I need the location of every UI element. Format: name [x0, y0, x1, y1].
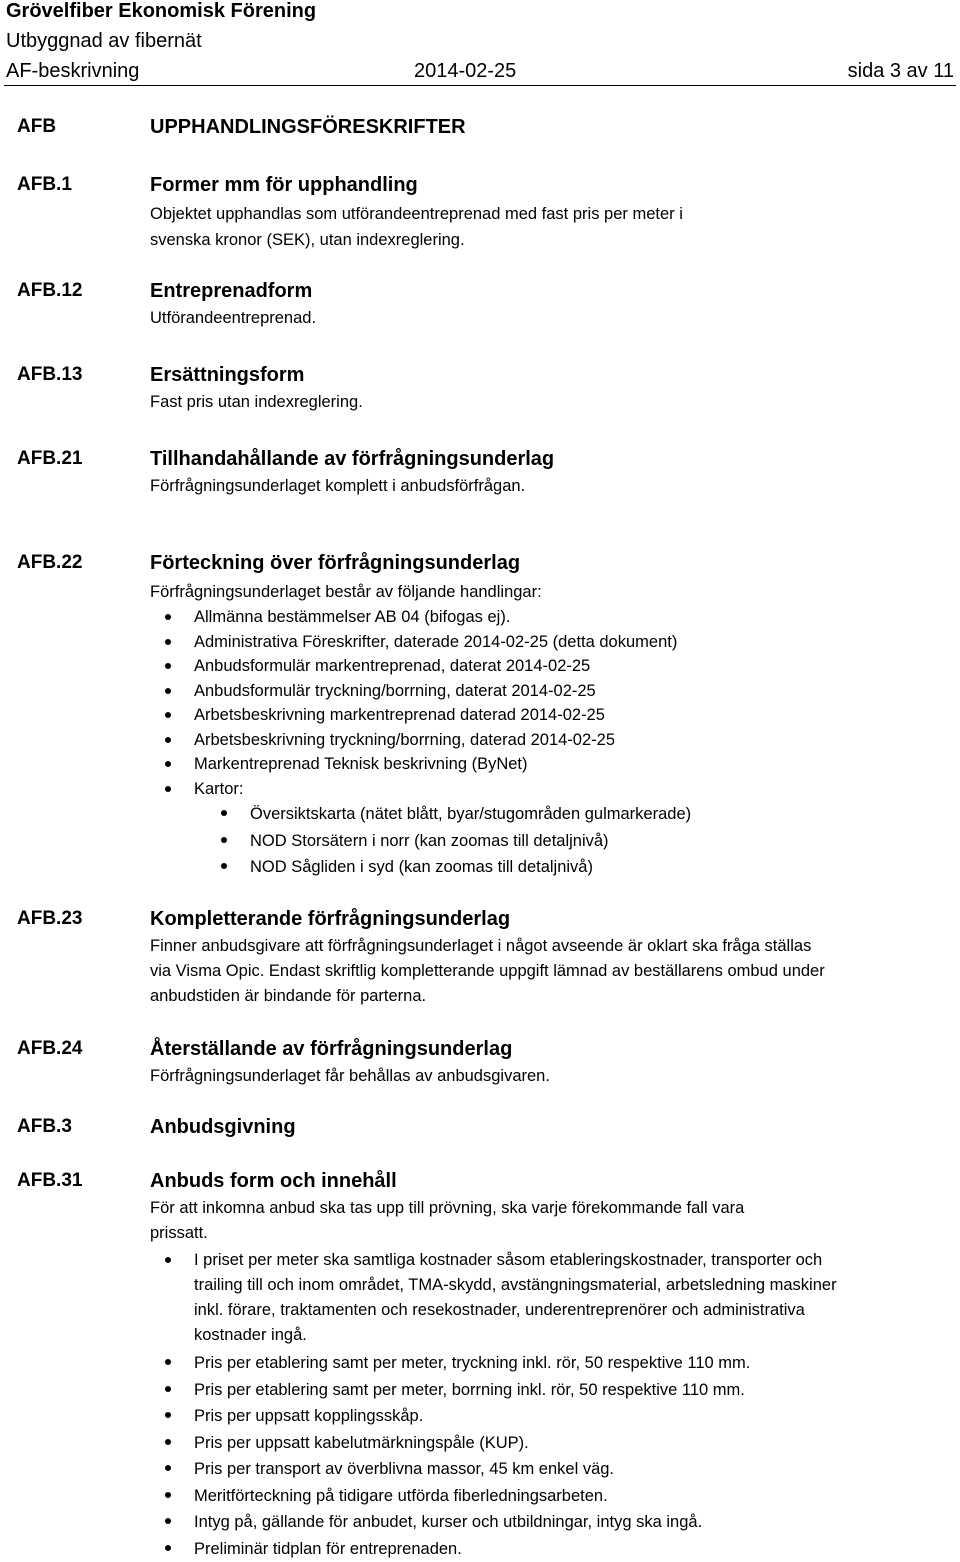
list-item: Pris per uppsatt kabelutmärkningspåle (KUP).	[150, 1430, 854, 1457]
section-code-afb23: AFB.23	[17, 908, 82, 930]
section-code-afb3: AFB.3	[17, 1116, 72, 1138]
header-project: Utbyggnad av fibernät	[6, 30, 202, 52]
section-heading-afb: UPPHANDLINGSFÖRESKRIFTER	[150, 116, 466, 138]
header-org: Grövelfiber Ekonomisk Förening	[6, 0, 316, 22]
list-item: Anbudsformulär markentreprenad, daterat 2014-02-25	[150, 654, 677, 679]
header-rule	[4, 85, 956, 86]
section-code-afb22: AFB.22	[17, 552, 82, 574]
list-item: Intyg på, gällande för anbudet, kurser och utbildningar, intyg ska ingå.	[150, 1509, 854, 1536]
document-list	[150, 605, 677, 801]
section-heading-afb22: Förteckning över förfrågningsunderlag	[150, 552, 520, 574]
section-heading-afb23: Kompletterande förfrågningsunderlag	[150, 908, 510, 930]
list-item: Administrativa Föreskrifter, daterade 2014-02-25 (detta dokument)	[150, 630, 677, 655]
section-heading-afb3: Anbudsgivning	[150, 1116, 296, 1138]
header-doc: AF-beskrivning	[6, 60, 139, 82]
section-heading-afb24: Återställande av förfrågningsunderlag	[150, 1038, 512, 1060]
list-item: Pris per etablering samt per meter, tryckning inkl. rör, 50 respektive 110 mm.	[150, 1350, 854, 1377]
list-item: NOD Storsätern i norr (kan zoomas till detaljnivå)	[221, 828, 691, 855]
list-item: Meritförteckning på tidigare utförda fiberledningsarbeten.	[150, 1483, 854, 1510]
list-item: Kartor:	[150, 777, 677, 802]
section-code-afb21: AFB.21	[17, 448, 82, 470]
list-item: Markentreprenad Teknisk beskrivning (ByNet)	[150, 752, 677, 777]
list-item: Arbetsbeskrivning tryckning/borrning, daterad 2014-02-25	[150, 728, 677, 753]
section-code-afb12: AFB.12	[17, 280, 82, 302]
section-heading-afb1: Former mm för upphandling	[150, 174, 418, 196]
header-row	[6, 60, 954, 84]
list-item: Arbetsbeskrivning markentreprenad daterad 2014-02-25	[150, 703, 677, 728]
section-intro-afb31-line2: prissatt.	[150, 1221, 940, 1246]
header-page: sida 3 av 11	[848, 60, 954, 82]
list-item: Pris per uppsatt kopplingsskåp.	[150, 1403, 854, 1430]
section-code-afb24: AFB.24	[17, 1038, 82, 1060]
section-text-afb23-line1: Finner anbudsgivare att förfrågningsunderlaget i något avseende är oklart ska fråga ställas	[150, 934, 940, 959]
list-item: Allmänna bestämmelser AB 04 (bifogas ej).	[150, 605, 677, 630]
list-item: I priset per meter ska samtliga kostnader såsom etableringskostnader, transporter och trailing till och inom området, TMA-skydd, avstängningsmaterial, arbetsledning maskiner inkl. förare, traktamenten och resekostnader, underentreprenörer och administrativa kostnader ingå.	[150, 1248, 854, 1348]
section-code-afb: AFB	[17, 116, 56, 138]
section-text-afb12: Utförandeentreprenad.	[150, 306, 940, 331]
list-item: Pris per transport av överblivna massor, 45 km enkel väg.	[150, 1456, 854, 1483]
section-text-afb23-line2: via Visma Opic. Endast skriftlig kompletterande uppgift lämnad av beställarens ombud under	[150, 959, 940, 984]
list-item: Pris per etablering samt per meter, borrning inkl. rör, 50 respektive 110 mm.	[150, 1377, 854, 1404]
list-item: Preliminär tidplan för entreprenaden.	[150, 1536, 854, 1562]
section-code-afb1: AFB.1	[17, 174, 72, 196]
section-text-afb1-line2: svenska kronor (SEK), utan indexreglering.	[150, 228, 940, 253]
section-text-afb23-line3: anbudstiden är bindande för parterna.	[150, 984, 940, 1009]
section-heading-afb21: Tillhandahållande av förfrågningsunderlag	[150, 448, 554, 470]
map-list	[221, 801, 691, 881]
section-text-afb13: Fast pris utan indexreglering.	[150, 390, 940, 415]
section-code-afb31: AFB.31	[17, 1170, 82, 1192]
section-intro-afb22: Förfrågningsunderlaget består av följande handlingar:	[150, 580, 940, 605]
section-intro-afb31-line1: För att inkomna anbud ska tas upp till prövning, ska varje förekommande fall vara	[150, 1196, 940, 1221]
section-heading-afb31: Anbuds form och innehåll	[150, 1170, 397, 1192]
section-text-afb24: Förfrågningsunderlaget får behållas av anbudsgivaren.	[150, 1064, 940, 1089]
section-heading-afb12: Entreprenadform	[150, 280, 312, 302]
section-text-afb21: Förfrågningsunderlaget komplett i anbudsförfrågan.	[150, 474, 940, 499]
list-item: NOD Sågliden i syd (kan zoomas till detaljnivå)	[221, 854, 691, 881]
bid-content-list	[150, 1248, 854, 1562]
section-text-afb1-line1: Objektet upphandlas som utförandeentreprenad med fast pris per meter i	[150, 202, 940, 227]
section-heading-afb13: Ersättningsform	[150, 364, 304, 386]
list-item: Anbudsformulär tryckning/borrning, daterat 2014-02-25	[150, 679, 677, 704]
list-item: Översiktskarta (nätet blått, byar/stugområden gulmarkerade)	[221, 801, 691, 828]
header-date: 2014-02-25	[414, 60, 516, 82]
section-code-afb13: AFB.13	[17, 364, 82, 386]
